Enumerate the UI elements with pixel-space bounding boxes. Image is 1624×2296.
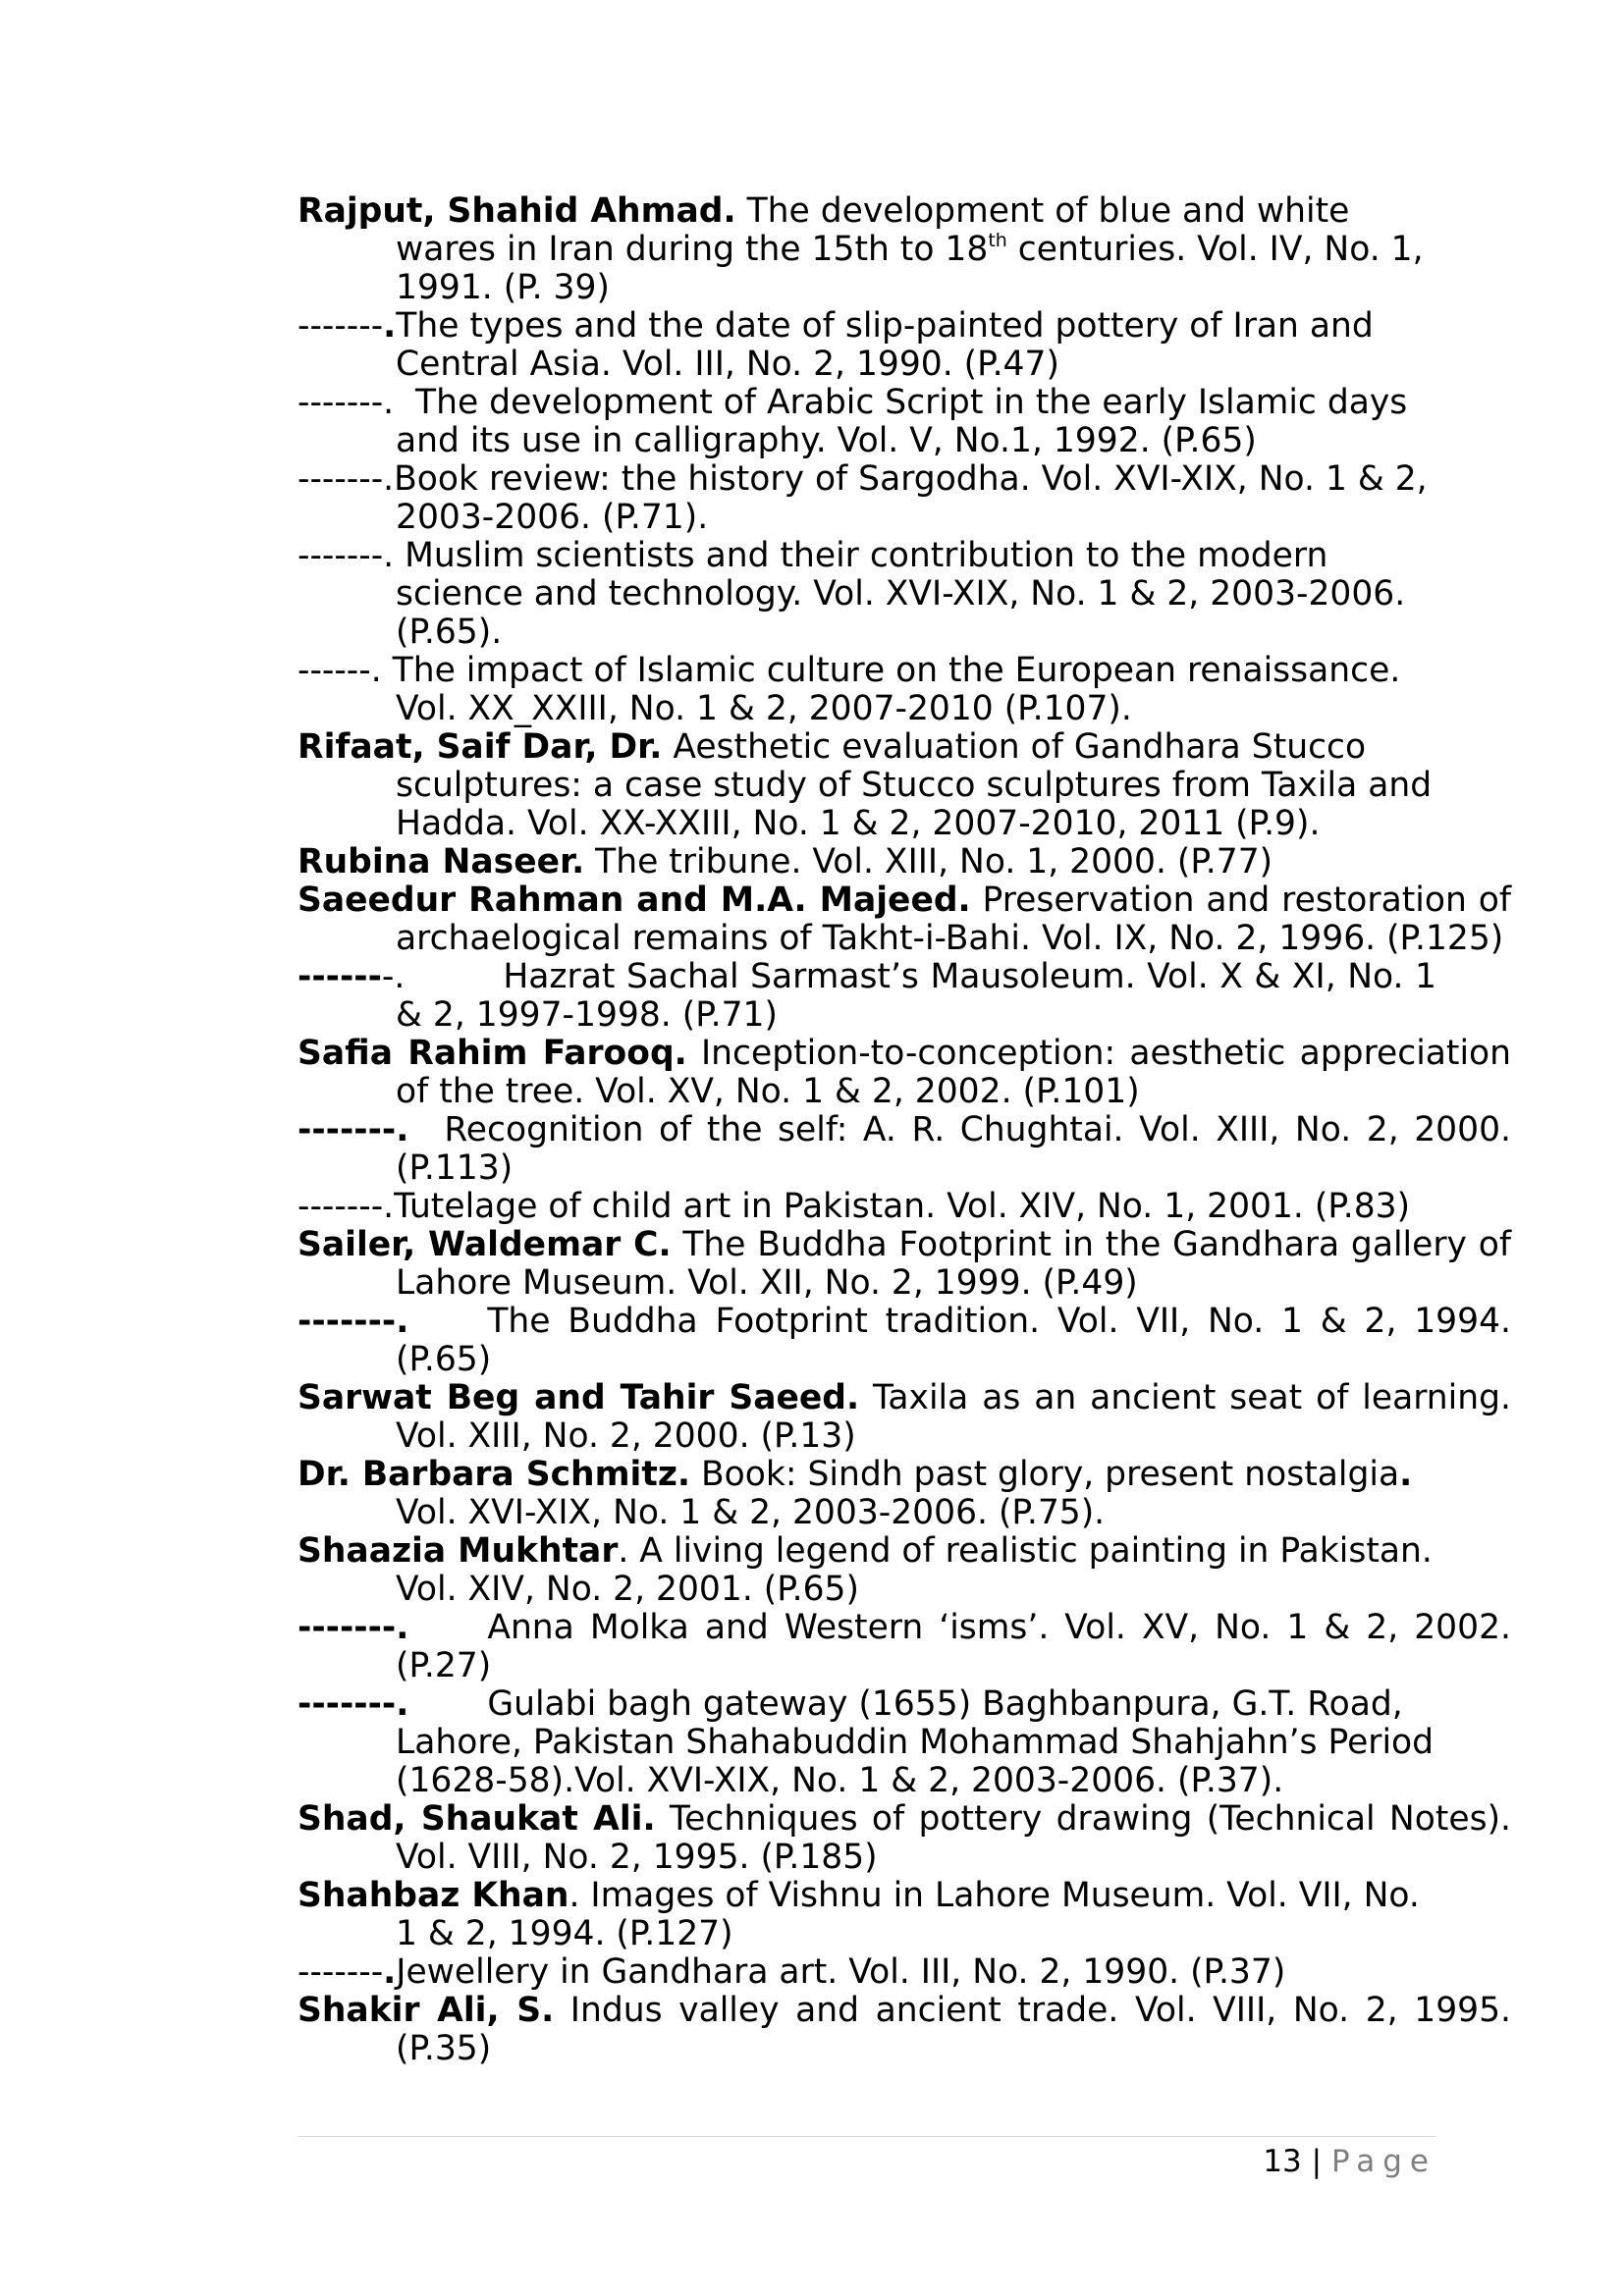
bibliography-entry <box>298 1532 1436 1609</box>
bibliography-entry <box>298 1379 1511 1456</box>
entry-text: Hazrat Sachal Sarmast’s Mausoleum. Vol. X & XI, No. 1 & 2, 1997-1998. (P.71) <box>396 957 1436 1035</box>
entry-text: Gulabi bagh gateway (1655) Baghbanpura, G.T. Road, Lahore, Pakistan Shahabuddin Mohammad Shahjahn’s Period (1628-58).Vol. XVI-XIX, No. 1 & 2, 2003-2006. (P.37). <box>396 1684 1435 1800</box>
superscript: th <box>988 230 1007 251</box>
ditto-dash: -------. <box>298 383 395 422</box>
bibliography-list <box>298 191 1512 2068</box>
entry-text: Preservation and restoration of archaelogical remains of Takht-i-Bahi. Vol. IX, No. 2, 1996. (P.125) <box>396 881 1511 958</box>
bibliography-entry <box>298 1800 1511 1877</box>
bibliography-entry <box>298 1609 1511 1685</box>
author-name: Rubina Naseer. <box>298 842 585 881</box>
author-name: Sailer, Waldemar C. <box>298 1225 672 1264</box>
ditto-dash: ------- <box>298 1952 384 1992</box>
bibliography-entry <box>298 1303 1511 1379</box>
bibliography-entry <box>298 881 1511 958</box>
ditto-dash: ------- <box>298 306 384 346</box>
author-name: Rajput, Shahid Ahmad. <box>298 191 736 231</box>
entry-text: Inception-to-conception: aesthetic appreciation of the tree. Vol. XV, No. 1 & 2, 2002. (P.101) <box>396 1034 1512 1111</box>
entry-text: . A living legend of realistic painting in Pakistan. Vol. XIV, No. 2, 2001. (P.65) <box>396 1531 1433 1609</box>
entry-text: The tribune. Vol. XIII, No. 1, 2000. (P.77) <box>584 842 1273 881</box>
entry-text: Anna Molka and Western ‘isms’. Vol. XV, No. 1 & 2, 2002. (P.27) <box>396 1608 1511 1685</box>
footer-rule <box>298 2136 1436 2137</box>
entry-text: The development of Arabic Script in the early Islamic days and its use in calligraphy. Vol. V, No.1, 1992. (P.65) <box>394 383 1419 460</box>
entry-text: Recognition of the self: A. R. Chughtai. Vol. XIII, No. 2, 2000. (P.113) <box>396 1110 1511 1188</box>
page-footer <box>1263 2142 1436 2181</box>
author-name: Sarwat Beg and Tahir Saeed. <box>298 1378 860 1417</box>
author-name: Shad, Shaukat Ali. <box>298 1799 656 1839</box>
bibliography-entry <box>298 728 1436 843</box>
ditto-dash: -------. <box>298 536 395 575</box>
author-name: Shahbaz Khan <box>298 1876 569 1915</box>
ditto-dash: -------. <box>298 1110 409 1149</box>
author-name: Shaazia Mukhtar <box>298 1531 619 1571</box>
entry-text: The Buddha Footprint in the Gandhara gallery of Lahore Museum. Vol. XII, No. 2, 1999. (P.49) <box>396 1225 1511 1303</box>
ditto-dash: ------. <box>298 651 382 690</box>
bibliography-entry <box>298 1111 1511 1188</box>
ditto-dash: -. <box>381 957 406 996</box>
ditto-dash: -------. <box>298 1187 395 1226</box>
entry-text: Techniques of pottery drawing (Technical Notes). Vol. VIII, No. 2, 1995. (P.185) <box>396 1799 1511 1877</box>
bibliography-entry <box>298 1877 1436 1953</box>
author-name: Rifaat, Saif Dar, Dr. <box>298 727 663 767</box>
bibliography-entry <box>298 958 1436 1035</box>
bibliography-entry <box>298 460 1436 537</box>
author-name: Safia Rahim Farooq. <box>298 1034 687 1073</box>
ditto-dash: -------. <box>298 459 395 499</box>
bibliography-entry <box>298 1226 1511 1303</box>
entry-text: Tutelage of child art in Pakistan. Vol. XIV, No. 1, 2001. (P.83) <box>394 1187 1411 1226</box>
entry-text: Vol. XVI-XIX, No. 1 & 2, 2003-2006. (P.75). <box>396 1493 1106 1532</box>
entry-text: Book review: the history of Sargodha. Vol. XVI-XIX, No. 1 & 2, 2003-2006. (P.71). <box>394 459 1428 537</box>
ditto-dash: -------. <box>298 1302 409 1341</box>
entry-text: centuries. Vol. IV, No. 1, 1991. (P. 39) <box>396 230 1424 307</box>
ditto-dash: -------. <box>298 1684 409 1724</box>
bibliography-entry <box>298 1456 1436 1532</box>
footer-separator: | <box>1311 2144 1323 2179</box>
bibliography-entry <box>298 652 1436 728</box>
entry-text-bold: . <box>1399 1455 1413 1494</box>
entry-text: The Buddha Footprint tradition. Vol. VII, No. 1 & 2, 1994. (P.65) <box>396 1302 1511 1379</box>
entry-text: The development of blue and white wares in Iran during the 15th to 18 <box>396 191 1350 269</box>
ditto-dash: . <box>383 306 397 346</box>
entry-text: Muslim scientists and their contribution to the modern science and technology. Vol. XVI-XIX, No. 1 & 2, 2003-2006. (P.65). <box>394 536 1406 652</box>
bibliography-entry <box>298 1188 1436 1226</box>
page-number: 13 <box>1263 2144 1302 2179</box>
bibliography-entry <box>298 537 1436 652</box>
ditto-dash: ------ <box>298 957 382 996</box>
bibliography-entry <box>298 1992 1511 2068</box>
author-name: Shakir Ali, S. <box>298 1991 555 2030</box>
page-label: Page <box>1330 2144 1436 2179</box>
entry-text: Aesthetic evaluation of Gandhara Stucco sculptures: a case study of Stucco sculptures from Taxila and Hadda. Vol. XX-XXIII, No. 1 & 2, 2007-2010, 2011 (P.9). <box>396 727 1433 843</box>
bibliography-entry <box>298 384 1436 460</box>
entry-text: The types and the date of slip-painted pottery of Iran and Central Asia. Vol. III, No. 2, 1990. (P.47) <box>396 306 1374 384</box>
bibliography-entry <box>298 1953 1436 1992</box>
entry-text: Indus valley and ancient trade. Vol. VIII, No. 2, 1995. (P.35) <box>396 1991 1512 2068</box>
bibliography-entry <box>298 1035 1511 1111</box>
entry-text: Taxila as an ancient seat of learning. Vol. XIII, No. 2, 2000. (P.13) <box>396 1378 1511 1456</box>
entry-text: Jewellery in Gandhara art. Vol. III, No. 2, 1990. (P.37) <box>396 1952 1286 1992</box>
bibliography-entry <box>298 192 1436 307</box>
author-name: Dr. Barbara Schmitz. <box>298 1455 691 1494</box>
entry-text: . Images of Vishnu in Lahore Museum. Vol. VII, No. 1 & 2, 1994. (P.127) <box>396 1876 1420 1953</box>
entry-text: The impact of Islamic culture on the European renaissance. Vol. XX_XXIII, No. 1 & 2, 2007-2010 (P.107). <box>381 651 1401 728</box>
ditto-dash: -------. <box>298 1608 409 1647</box>
bibliography-entry <box>298 307 1436 384</box>
bibliography-entry <box>298 1685 1511 1800</box>
author-name: Saeedur Rahman and M.A. Majeed. <box>298 881 971 920</box>
ditto-dash: . <box>383 1952 397 1992</box>
entry-text: Book: Sindh past glory, present nostalgia <box>690 1455 1400 1494</box>
bibliography-entry <box>298 843 1436 881</box>
